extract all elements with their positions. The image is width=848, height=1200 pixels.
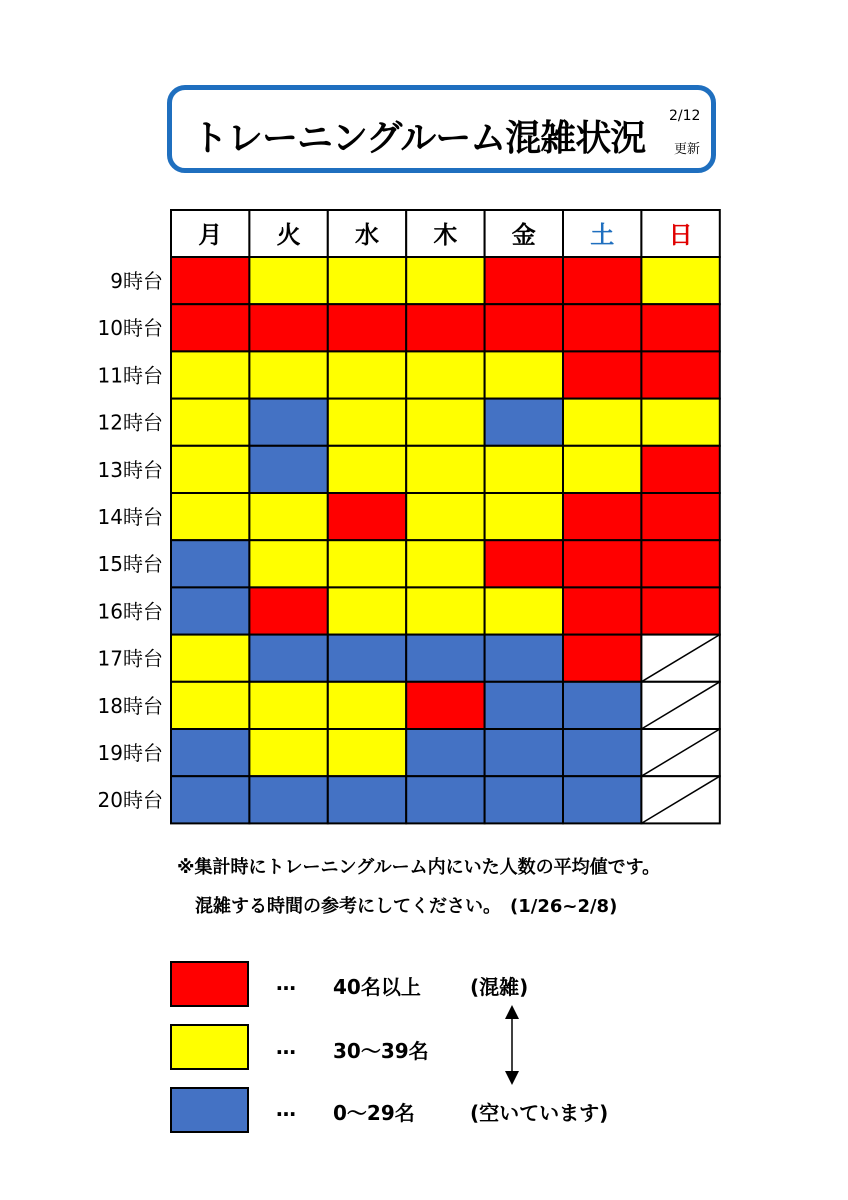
heatmap-cell bbox=[249, 399, 327, 446]
update-date: 2/12 bbox=[669, 108, 701, 124]
heatmap-cell bbox=[641, 399, 719, 446]
heatmap-cell bbox=[171, 257, 249, 304]
heatmap-cell bbox=[171, 399, 249, 446]
row-label: 10時台 bbox=[97, 316, 163, 341]
heatmap-cell bbox=[406, 257, 484, 304]
heatmap-cell bbox=[328, 446, 406, 493]
heatmap-cell bbox=[641, 257, 719, 304]
heatmap-cell bbox=[406, 682, 484, 729]
heatmap-cell bbox=[328, 304, 406, 351]
updated-label: 更新 bbox=[674, 142, 701, 157]
heatmap-cell bbox=[485, 399, 563, 446]
row-label: 19時台 bbox=[97, 741, 163, 765]
legend-note-blue: (空いています) bbox=[470, 1101, 609, 1125]
row-label: 12時台 bbox=[97, 410, 163, 435]
legend-label-yellow: 30～39名 bbox=[333, 1039, 429, 1063]
row-label: 20時台 bbox=[97, 788, 163, 813]
heatmap-cell bbox=[641, 540, 719, 587]
heatmap-cell bbox=[171, 304, 249, 351]
legend-dots-yellow: … bbox=[276, 1035, 296, 1059]
heatmap-cell bbox=[328, 351, 406, 398]
heatmap-cell bbox=[641, 587, 719, 634]
heatmap-cell bbox=[641, 351, 719, 398]
heatmap-cell bbox=[406, 446, 484, 493]
heatmap-cell bbox=[485, 493, 563, 540]
column-label: 土 bbox=[590, 221, 615, 249]
heatmap-cell bbox=[328, 587, 406, 634]
heatmap-cell bbox=[563, 587, 641, 634]
heatmap-cell bbox=[485, 682, 563, 729]
heatmap-cell bbox=[328, 776, 406, 823]
legend-label-red: 40名以上 bbox=[333, 975, 421, 999]
column-label: 火 bbox=[276, 221, 301, 249]
heatmap-cell bbox=[406, 776, 484, 823]
heatmap-cell bbox=[171, 729, 249, 776]
row-label: 15時台 bbox=[97, 552, 163, 577]
heatmap-cell bbox=[406, 729, 484, 776]
heatmap-cell bbox=[249, 587, 327, 634]
heatmap-cell bbox=[406, 635, 484, 682]
heatmap-cell bbox=[406, 493, 484, 540]
legend-swatch-yellow bbox=[170, 1024, 249, 1070]
heatmap-cell bbox=[485, 587, 563, 634]
heatmap-cell bbox=[563, 351, 641, 398]
row-label: 11時台 bbox=[97, 363, 163, 388]
heatmap-cell bbox=[563, 729, 641, 776]
heatmap-cell bbox=[641, 304, 719, 351]
column-label: 木 bbox=[433, 221, 458, 249]
row-label: 18時台 bbox=[97, 693, 163, 718]
heatmap-cell bbox=[328, 540, 406, 587]
double-arrow-icon bbox=[510, 1005, 514, 1085]
column-label: 金 bbox=[511, 221, 536, 249]
page-title: トレーニングルーム混雑状況 bbox=[192, 118, 646, 159]
heatmap-cell bbox=[485, 257, 563, 304]
heatmap-cell bbox=[563, 399, 641, 446]
legend-dots-red: … bbox=[276, 971, 296, 995]
heatmap-cell bbox=[171, 776, 249, 823]
heatmap-cell bbox=[641, 493, 719, 540]
heatmap-cell bbox=[563, 540, 641, 587]
heatmap-cell bbox=[328, 257, 406, 304]
heatmap-cell bbox=[485, 776, 563, 823]
heatmap-cell bbox=[171, 587, 249, 634]
note-line-1: ※集計時にトレーニングルーム内にいた人数の平均値です。 bbox=[177, 857, 661, 878]
heatmap-cell bbox=[563, 257, 641, 304]
heatmap-cell bbox=[406, 540, 484, 587]
heatmap-cell bbox=[485, 351, 563, 398]
heatmap-cell bbox=[485, 540, 563, 587]
heatmap-cell bbox=[249, 493, 327, 540]
heatmap-cell bbox=[171, 540, 249, 587]
heatmap-cell bbox=[485, 635, 563, 682]
column-label: 月 bbox=[198, 221, 223, 249]
heatmap-cell bbox=[249, 257, 327, 304]
heatmap-cell bbox=[249, 729, 327, 776]
heatmap-cell bbox=[328, 493, 406, 540]
heatmap-cell bbox=[171, 446, 249, 493]
row-label: 9時台 bbox=[110, 269, 163, 293]
heatmap-cell bbox=[328, 635, 406, 682]
row-label: 13時台 bbox=[97, 457, 163, 482]
heatmap-cell bbox=[249, 635, 327, 682]
heatmap-cell bbox=[328, 682, 406, 729]
heatmap-cell bbox=[641, 446, 719, 493]
heatmap-cell bbox=[328, 729, 406, 776]
heatmap-cell bbox=[171, 493, 249, 540]
heatmap-cell bbox=[249, 446, 327, 493]
row-label: 16時台 bbox=[97, 599, 163, 624]
heatmap-cell bbox=[485, 304, 563, 351]
heatmap-cell bbox=[563, 635, 641, 682]
heatmap-cell bbox=[563, 304, 641, 351]
heatmap-cell bbox=[406, 351, 484, 398]
column-label: 水 bbox=[355, 221, 379, 249]
heatmap-cell bbox=[171, 682, 249, 729]
legend-dots-blue: … bbox=[276, 1097, 296, 1121]
heatmap-cell bbox=[406, 399, 484, 446]
heatmap-cell bbox=[563, 682, 641, 729]
heatmap-cell bbox=[563, 446, 641, 493]
heatmap-cell bbox=[249, 776, 327, 823]
heatmap-cell bbox=[249, 304, 327, 351]
note-line-2: 混雑する時間の参考にしてください。 (1/26~2/8) bbox=[195, 896, 618, 917]
row-label: 14時台 bbox=[97, 505, 163, 529]
heatmap-cell bbox=[171, 635, 249, 682]
heatmap-cell bbox=[406, 587, 484, 634]
legend-label-blue: 0～29名 bbox=[333, 1101, 415, 1125]
heatmap-cell bbox=[249, 682, 327, 729]
column-label: 日 bbox=[668, 221, 693, 249]
heatmap-cell bbox=[406, 304, 484, 351]
heatmap-cell bbox=[249, 351, 327, 398]
heatmap-cell bbox=[563, 776, 641, 823]
heatmap-cell bbox=[485, 446, 563, 493]
heatmap-cell bbox=[249, 540, 327, 587]
heatmap-cell bbox=[485, 729, 563, 776]
heatmap-cell bbox=[328, 399, 406, 446]
row-label: 17時台 bbox=[97, 646, 163, 671]
legend-swatch-red bbox=[170, 961, 249, 1007]
legend-note-red: (混雑) bbox=[470, 975, 529, 999]
heatmap-cell bbox=[563, 493, 641, 540]
legend-swatch-blue bbox=[170, 1087, 249, 1133]
heatmap-cell bbox=[171, 351, 249, 398]
